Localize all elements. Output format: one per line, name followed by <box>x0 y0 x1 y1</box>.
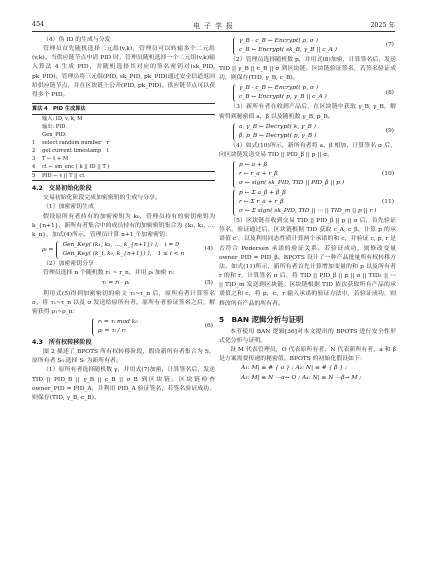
equation-line: Gen_Key( (k_i, k₀, k_{n+1}) ), 1 ≤ i < n <box>62 251 185 258</box>
equation-number: (11) <box>381 199 394 206</box>
paragraph: （1）加密密钥生成 <box>43 204 94 211</box>
equation-line: ρᵢ = τᵢ / rᵢ <box>98 327 126 334</box>
equation-line: Gen_Key( (k₁, k₂, …, k_{n+1}) ), i = 0 <box>62 242 179 249</box>
equation-8 <box>219 84 396 102</box>
equation-line: r ← Σ r_a + r_β <box>239 199 284 206</box>
equation-line: rᵢ = τᵢ mod k₀ <box>98 318 138 325</box>
assumption-line: A₃: M| ≡ N —a→ O ; A₄: N| ≡ N —β→ M ; <box>241 374 362 381</box>
paragraph: 管理员首先随机选择二元组(v,k)，管理员可以转输多个二元组(v,k)。当供应链节点申请 PID 时，管理员随机选择一个二元组(v,k)输入算法 4 生成 PID，并随机选择其对应的签名密钥对(sk_PID, pk_PID)。管理员将三元组(PID, sk_PID, pk_PID)通过安全信道返回给供应链节点，并在区块链上公开(PID, pk_PID)。供应链节点可以获得多个 PID。 <box>32 46 215 98</box>
paragraph: 图 2 描述了 BPOTS 所有权转移阶段，假设新所有者集合为 S，原所有者 S₀ 选择 Sᵢ 为新所有者。 <box>32 349 215 365</box>
algorithm-line: 5 PID ← v || T || ct <box>32 171 215 180</box>
equation-line: a, γ_B ← Decrypt( k, γ_B ) <box>239 123 316 130</box>
section-heading: 4.2 交易初始化阶段 <box>32 185 92 193</box>
algorithm-title: 算法 4 PID 生成算法 <box>32 104 215 115</box>
paragraph: 交易初始化阶段完成加密密钥的生成与分享。 <box>43 195 161 202</box>
equation-number: (8) <box>385 89 394 96</box>
equation-line: c_B ← Encrypt( p, γ_B || c_A ) <box>239 94 327 101</box>
equation-number: (5) <box>204 280 213 287</box>
equation-line: c_B ← Encrypt( sk_B, γ_B || c_A ) <box>239 47 337 53</box>
algorithm-line: 输入: ID, v, k, M <box>42 116 83 123</box>
equation-11 <box>219 189 396 216</box>
equation-line: σ ← Σ sign( sk_PID, TID || ⋯ || TID_m || p || r ) <box>239 208 377 215</box>
paragraph: （2）管理员选择随机数 p，并用式(8)加密，计算签名后，发送 TID || γ_B || c_B || σ 到区块链。区块链验证签名，若签名验证成功，则保存(TID, γ_B, c_B)。 <box>219 57 396 82</box>
equation-4 <box>32 241 215 259</box>
journal-year: 2025 年 <box>370 21 395 29</box>
algorithm-box <box>32 103 215 181</box>
equation-number: (7) <box>385 42 394 49</box>
equation-line: τᵢ = rᵢ · ρᵢ <box>102 280 130 287</box>
paragraph: （3）新所有者在收到产品后，在区块链中获取 γ_B, γ_B，解密得到秘密值 a，β 以及随机数 γ_B, p_B。 <box>219 104 396 120</box>
paragraph: 管理员选择 n 个随机数 r₁ ~ r_n，并用 ρᵢ 加密 rᵢ： <box>43 270 179 277</box>
section-heading: 5 BAN 逻辑分析与证明 <box>219 314 304 324</box>
right-column <box>219 36 396 383</box>
equation-number: (6) <box>204 323 213 330</box>
equation-line: γ_B · c_B ← Encrypt( p, σ ) <box>239 85 319 92</box>
equation-line: p ← Σ a_β + β_β <box>239 190 286 197</box>
equation-line: β, p_B ← Decrypt( p, γ_B ) <box>239 132 317 139</box>
equation-7 <box>219 37 396 55</box>
paragraph: （2）加密密钥分享 <box>43 261 94 268</box>
equation-lhs: ρᵢ = <box>42 246 54 253</box>
algorithm-line: 1 select random number r <box>32 140 110 147</box>
equation-number: (9) <box>385 128 394 135</box>
algorithm-line: Gen_PID: <box>42 132 67 139</box>
equation-9 <box>219 123 396 141</box>
algorithm-line: 4 ct ← sm_enc ( k || ID || T ) <box>32 164 110 171</box>
equation-line: σ ← sign( sk_PID, TID || PID_β || p ) <box>239 180 345 187</box>
paragraph: 本节使用 BAN 逻辑[36]对本文提出的 BPOTS 进行安全性形式化分析与证明。 <box>219 328 396 344</box>
journal-title: 电 子 学 报 <box>193 22 234 30</box>
page-number: 454 <box>32 20 45 28</box>
algorithm-line: 输出: PID <box>42 124 66 131</box>
equation-6 <box>32 318 215 336</box>
left-column <box>32 36 215 403</box>
section-heading: 4.3 所有权转移阶段 <box>32 338 92 346</box>
equation-number: (4) <box>204 246 213 253</box>
equation-10 <box>219 161 396 188</box>
paragraph: 设 M 代表管理员，O 代表原所有者，N 代表新所有者，a 和 β 是方案需要传递的秘密值。BPOTS 的初始化假设如下： <box>219 347 396 363</box>
assumption-line: A₁: M| ≡ # { a } ; A₂: N| ≡ # { β } ; <box>241 365 348 372</box>
paragraph: （1）原所有者选择随机数 γ，并用式(7)加密，计算签名后，发送 TID || PID_B || γ_B || c_B || σ_B 到区块链。区块链检查 owner_PID = PID_A，并利用 PID_A 验证签名，若签名验证成功，则保存(TID, γ_B, c_B)。 <box>32 367 215 401</box>
equation-number: (10) <box>381 171 394 178</box>
paragraph: 利用式(5)得到加密密钥的密文 τ₁~τ_n 后，原所有者计算签名 σ，将 τ₁~τ_n 以及 σ 发送给原所有者，原所有者验证签名之后，解密获得 ρ₁~ρ_n： <box>32 290 215 315</box>
equation-line: r ← r_a + r_β <box>239 171 278 178</box>
paragraph: （5）区块链在收到交易 TID || PID_β || p || σ 后，首先验证签名，验证通过后，区块链根据 TID 获取 c_A, c_β，计算 p 的承诺值 c'，以及利用同态性质计算两个承诺的和 c，并验证 c, p, r 是否符合 Pedersen 承诺的验证关系。若验证成功，则修改变量 owner_PID = PID_β。BPOTS 设计了一种产品批量所有权转移方法。如式(11)所示，新所有者首先计算增加变量的和 p 以及所有者 r 的和 r，计算签名 σ 后，将 TID || PID_β || p || σ || TID₁ || ⋯ || TID_m 发送到区块链。区块链根据 TID 依次获取所有产品的承诺值之和 c，将 p，c，r 输入承诺的验证方法中，若验证成功，则修改所有产品的所有者。 <box>219 218 396 307</box>
equation-line: p ← a + β <box>239 162 268 169</box>
equation-line: γ_B · c_B ← Encrypt( ρ, σ ) <box>239 38 318 44</box>
equation-5 <box>32 279 215 288</box>
algorithm-line: 3 T ← t + M <box>32 156 69 163</box>
algorithm-line: 2 get current timestamp t <box>32 148 109 155</box>
paragraph: （4）如式(10)所示，新所有者将 a、β 相加，计算签名 σ 后，向区块链发送交易 TID || PID_β || p || σ。 <box>219 142 396 158</box>
subsection-heading: （4）伪 ID 的生成与分发 <box>43 37 111 43</box>
paragraph: 假设原所有者持有的加密密钥为 k₀，管理员持有的密钥密钥为 k_{n+1}，新所有者集合中的成员持有的加密密钥集合为 {k₁, k₂, …, k_n}，加式(4)所示，管理员计算 n+1 个加密密钥： <box>32 213 215 238</box>
header-rule <box>32 31 395 32</box>
